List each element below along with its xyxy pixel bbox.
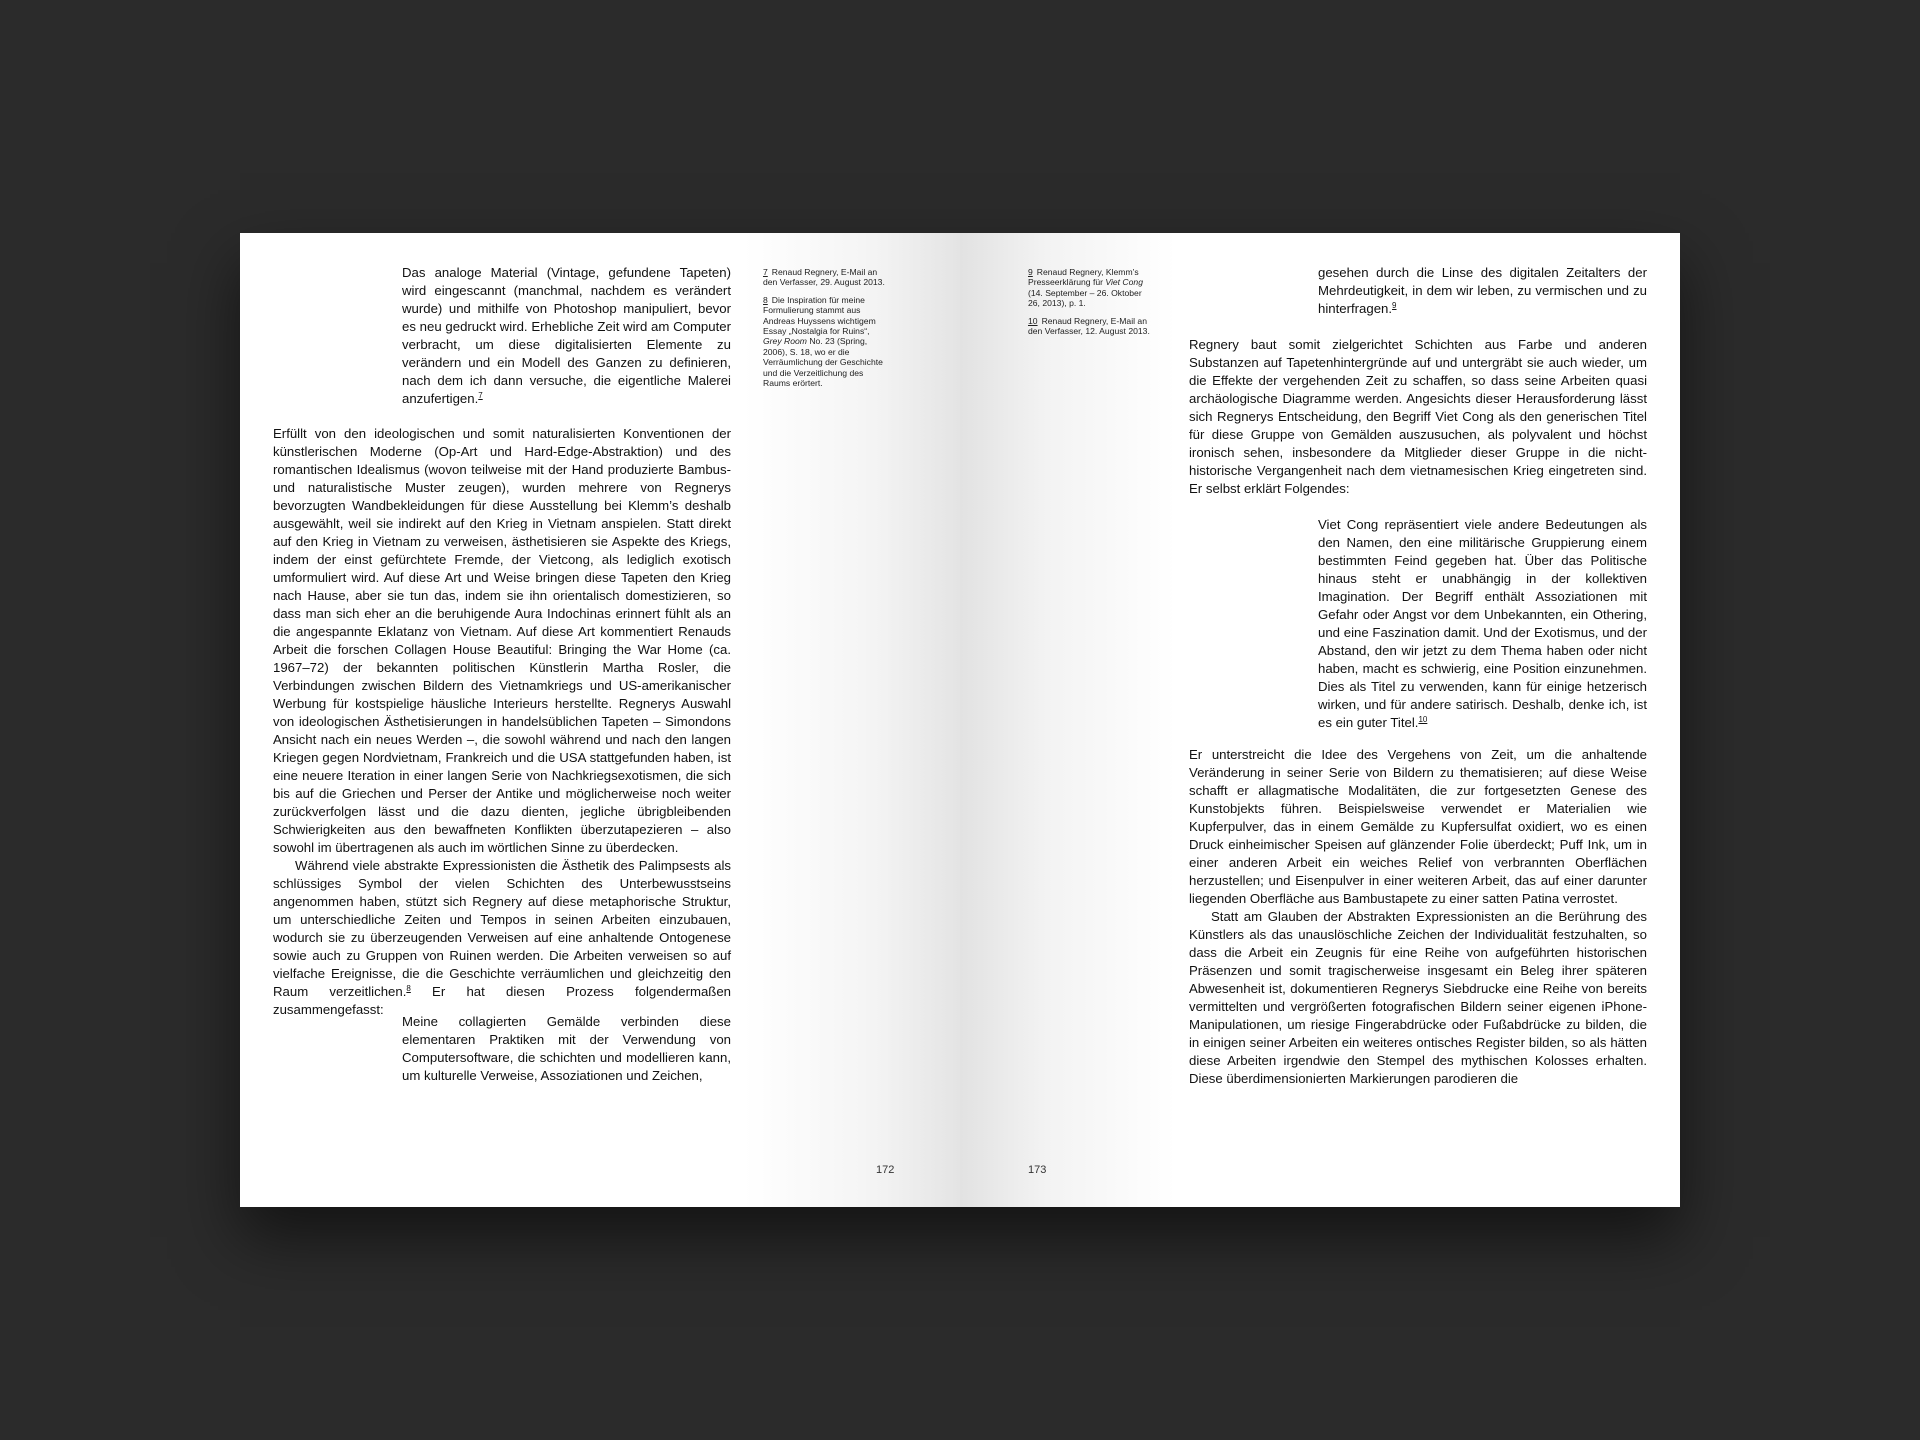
footnote-ref-8[interactable]: 8 bbox=[406, 984, 411, 993]
right-quote-text: Viet Cong repräsentiert viele andere Bedeutungen als den Namen, den eine militärische Gruppierung einem bestimmten Feind gegeben hat. Über das Politische hinaus steht er unabhängig in der kollektiven Imagination. Der Begriff enthält Assoziationen mit Gefahr oder Angst vor dem Unbekannten, ein Othering, und eine Faszination damit. Und der Exotismus, und der Abstand, den wir jetzt zu dem Thema haben oder nicht haben, macht es schwierig, eine Position einzunehmen. Dies als Titel zu verwenden, kann für einige hetzerisch wirken, und für andere satirisch. Deshalb, denke ich, ist es ein guter Titel. bbox=[1318, 517, 1647, 730]
left-quote-text: Meine collagierten Gemälde verbinden diese elementaren Praktiken mit der Verwendung von Computersoftware, die schichten und modellieren kann, um kulturelle Verweise, Assoziationen und Zeichen, bbox=[402, 1014, 731, 1083]
right-main-column bbox=[1189, 746, 1647, 1088]
right-paragraph-3: Statt am Glauben der Abstrakten Expressionisten an die Berührung des Künstlers als das unauslöschliche Zeichen der Individualität festzuhalten, so dass die Arbeit ein Zeugnis für eine Reihe von aufgeführten historischen Präsenzen und somit tragischerweise insgesamt ein Beleg ihrer späteren Abwesenheit ist, dokumentieren Regnerys Siebdrucke eine Reihe von bereits vermittelten und vergrößerten fotografischen Bildern seiner eigenen iPhone-Manipulationen, um riesige Fingerabdrücke oder Fußabdrücke zu bilden, die in einigen seiner Arbeiten ein weiteres ontisches Register bilden, so als hätten diese Arbeiten irgendwie den Stempel des mythischen Kolosses erhalten. Diese überdimensionierten Markierungen parodieren die bbox=[1189, 909, 1647, 1086]
footnote-number: 7 bbox=[763, 267, 768, 277]
right-page bbox=[960, 233, 1680, 1207]
footnote-italic: Grey Room bbox=[763, 336, 807, 347]
book-spread bbox=[240, 233, 1680, 1207]
footnote-text: Renaud Regnery, E-Mail an den Verfasser, 29. August 2013. bbox=[763, 267, 885, 288]
left-paragraph-2-tail: Er hat diesen Prozess folgendermaßen zusammengefasst: bbox=[273, 984, 731, 1017]
footnote-text: Die Inspiration für meine Formulierung stammt aus Andreas Huyssens wichtigem Essay „Nostalgia for Ruins“, bbox=[763, 294, 876, 337]
footnote-number: 9 bbox=[1028, 267, 1033, 277]
right-paragraph-2: Er unterstreicht die Idee des Vergehens von Zeit, um die anhaltende Veränderung in seiner Serie von Bildern zu thematisieren; auf diese Weise schafft er allagmatische Modalitäten, die zur fortgesetzten Genese des Kunstobjekts führen. Beispielsweise verwendet er Materialien wie Kupferpulver, das in einem Gemälde zu Kupfersulfat oxidiert, wo es einen Druck einheimischer Speisen auf glänzender Folie überdeckt; Puff Ink, um in einer anderen Arbeit ein weiches Relief von verbrannten Oberflächen herzustellen; und Eisenpulver in einer weiteren Arbeit, das auf einer darunter liegenden Oberfläche aus Bambustapete zu einer satten Patina verrostet. bbox=[1189, 747, 1647, 906]
right-blockquote bbox=[1318, 516, 1647, 732]
left-top-text: Das analoge Material (Vintage, gefundene Tapeten) wird eingescannt (manchmal, nachdem es verändert wurde) und mithilfe von Photoshop manipuliert, bevor es neu gedruckt wird. Erhebliche Zeit wird am Computer verbracht, um diese digitalisierten Elemente zu verändern und ein Modell des Ganzen zu definieren, nach dem ich dann versuche, die eigentliche Malerei anzufertigen. bbox=[402, 265, 731, 406]
right-footnotes bbox=[1028, 267, 1156, 343]
left-top-block bbox=[402, 264, 731, 408]
footnote-text: Renaud Regnery, Klemm’s Presseerklärung für bbox=[1028, 267, 1139, 288]
left-main-column bbox=[273, 425, 731, 1019]
right-top-block bbox=[1318, 264, 1647, 318]
left-page bbox=[240, 233, 960, 1207]
left-paragraph-2 bbox=[273, 857, 731, 1019]
page-number-right: 173 bbox=[1028, 1164, 1047, 1176]
right-paragraph-1-block bbox=[1189, 336, 1647, 498]
left-blockquote bbox=[402, 1013, 731, 1085]
page-number-left: 172 bbox=[876, 1164, 895, 1176]
right-paragraph-1: Regnery baut somit zielgerichtet Schichten aus Farbe und anderen Substanzen auf Tapetenhintergründe auf und untergräbt sie auch wieder, um die Effekte der vergehenden Zeit zu schaffen, so dass seine Arbeiten quasi archäologische Diagramme werden. Angesichts dieser Herausforderung lässt sich Regnerys Entscheidung, den Begriff Viet Cong als den generischen Titel für diese Gruppe von Gemälden auszusuchen, als polyvalent und höchst ironisch sehen, insbesondere da Mitglieder dieser Gruppe in die nicht-historische Vergangenheit nach dem vietnamesischen Krieg eingetreten sind. Er selbst erklärt Folgendes: bbox=[1189, 337, 1647, 496]
footnote-number: 8 bbox=[763, 294, 768, 305]
left-paragraph-2-text: Während viele abstrakte Expressionisten die Ästhetik des Palimpsests als schlüssiges Symbol der vielen Schichten des Unterbewusstseins angenommen haben, stützt sich Regnery auf diese metaphorische Struktur, um unterschiedliche Zeiten und Tempos in seinen Arbeiten einzubauen, wodurch sie zu überzeugenden Verweisen auf eine anhaltende Ontogenese sowie auch zu Gruppen von Ruinen werden. Die Arbeiten verweisen so auf vielfache Ereignisse, die die Geschichte verräumlichen und gleichzeitig den Raum verzeitlichen. bbox=[273, 858, 731, 999]
footnote-9 bbox=[1028, 267, 1156, 309]
footnote-text-tail: No. 23 (Spring, 2006), S. 18, wo er die Verräumlichung der Geschichte und die Verzeitlichung des Raums erörtert. bbox=[763, 336, 883, 389]
footnote-ref-9[interactable]: 9 bbox=[1392, 301, 1397, 310]
left-paragraph-1: Erfüllt von den ideologischen und somit naturalisierten Konventionen der künstlerischen Moderne (Op-Art und Hard-Edge-Abstraktion) und des romantischen Idealismus (wovon teilweise mit der Hand produzierte Bambus- und naturalistische Muster zeugen), wurden mehrere von Regnerys bevorzugten Wandbekleidungen für diese Ausstellung bei Klemm’s deshalb ausgewählt, weil sie indirekt auf den Krieg in Vietnam anspielen. Statt direkt auf den Krieg in Vietnam zu verweisen, ästhetisieren sie Aspekte des Kriegs, indem der einst gefürchtete Fremde, der Vietcong, als lediglich exotisch umformuliert wird. Auf diese Art und Weise bringen diese Tapeten den Krieg nach Hause, aber sie tun das, indem sie ihn orientalisch domestizieren, so dass man sich eher an die beruhigende Aura Indochinas erinnert fühlt als an die angespannte Eklatanz von Vietnam. Auf diese Art kommentiert Renauds Arbeit die forschen Collagen House Beautiful: Bringing the War Home (ca. 1967–72) der bekannten politischen Künstlerin Martha Rosler, die Verbindungen zwischen Bildern des Vietnamkriegs und US-amerikanischer Werbung für kostspielige häusliche Interieurs herstellte. Regnerys Auswahl von ideologischen Ästhetisierungen in handelsüblichen Tapeten – Simondons Ansicht nach ein neues Werden –, die sowohl während und nach den langen Kriegen gegen Nordvietnam, Frankreich und die USA stattgefunden haben, ist eine neuere Iteration in einer langen Serie von Nachkriegsexotismen, die sich bis auf die Griechen und Perser der Antike und möglicherweise noch weiter zurückverfolgen lässt und die dazu dienten, jegliche übrigbleibenden Schwierigkeiten aus den bewaffneten Konflikten überzutapezieren – also sowohl im übertragenen als auch im wörtlichen Sinne zu überdecken. bbox=[273, 426, 731, 855]
right-top-text: gesehen durch die Linse des digitalen Zeitalters der Mehrdeutigkeit, in dem wir leben, zu vermischen und zu hinterfragen. bbox=[1318, 265, 1647, 316]
footnote-ref-10[interactable]: 10 bbox=[1418, 715, 1428, 724]
footnote-7 bbox=[763, 267, 888, 288]
left-footnotes bbox=[763, 267, 888, 395]
footnote-ref-7[interactable]: 7 bbox=[478, 391, 483, 400]
footnote-number: 10 bbox=[1028, 315, 1038, 326]
footnote-italic: Viet Cong bbox=[1105, 277, 1143, 288]
footnote-text-tail: (14. September – 26. Oktober 26, 2013), p. 1. bbox=[1028, 287, 1142, 309]
footnote-10 bbox=[1028, 316, 1156, 337]
footnote-8 bbox=[763, 295, 888, 389]
footnote-text: Renaud Regnery, E-Mail an den Verfasser, 12. August 2013. bbox=[1028, 315, 1150, 337]
